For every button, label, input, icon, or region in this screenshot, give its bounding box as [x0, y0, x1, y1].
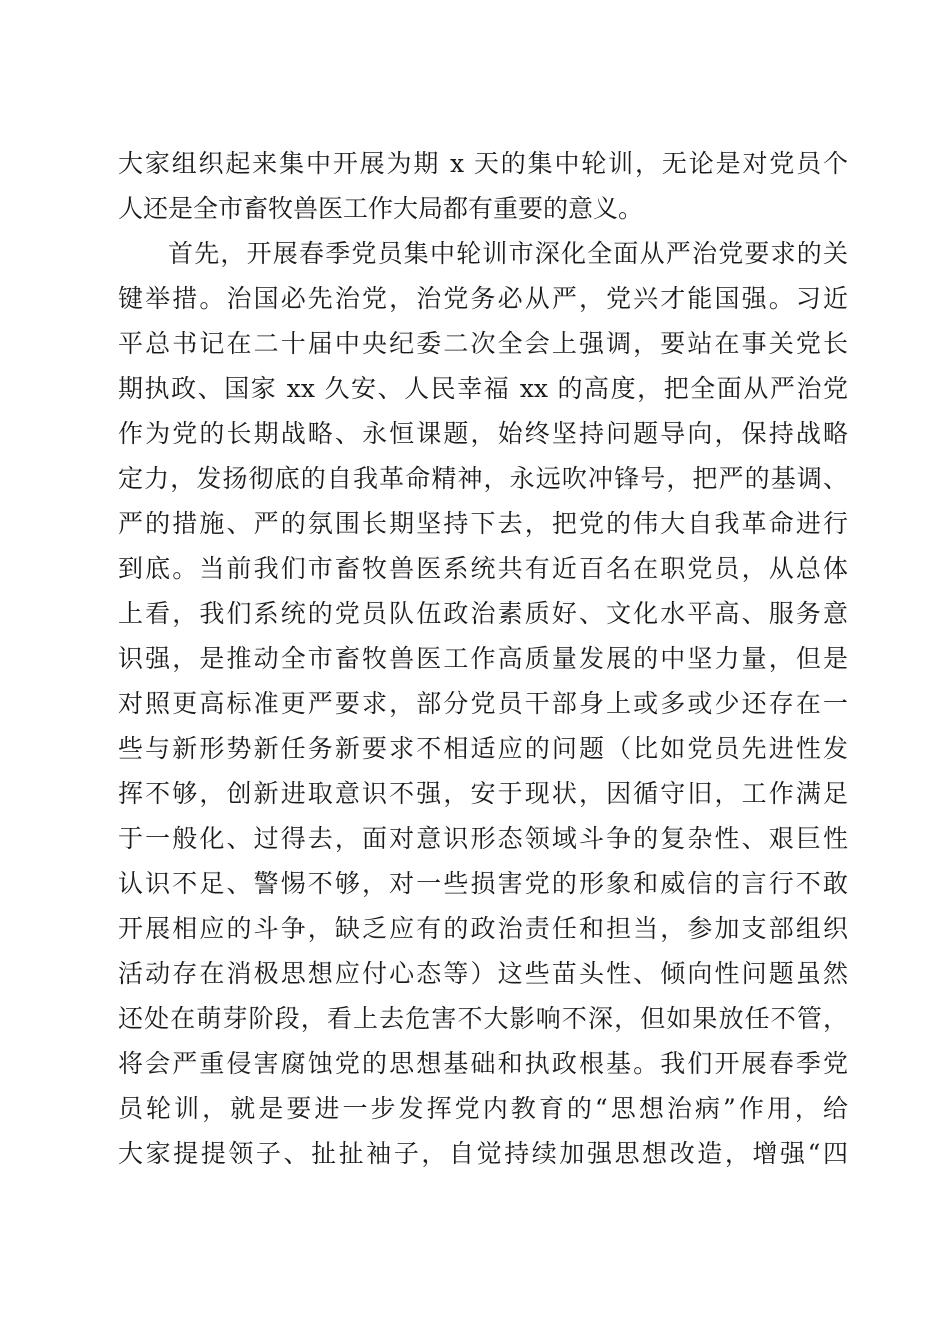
text-line: 到底。当前我们市畜牧兽医系统共有近百名在职党员，从总体 [118, 554, 848, 583]
text-line: 识强，是推动全市畜牧兽医工作高质量发展的中坚力量，但是 [118, 644, 848, 673]
text-line: 大家组织起来集中开展为期 x 天的集中轮训，无论是对党员个 [118, 149, 848, 178]
text-line: 还处在萌芽阶段，看上去危害不大影响不深，但如果放任不管， [118, 1004, 848, 1033]
text-line: 些与新形势新任务新要求不相适应的问题（比如党员先进性发 [118, 734, 848, 763]
text-line: 作为党的长期战略、永恒课题，始终坚持问题导向，保持战略 [118, 419, 848, 448]
text-line: 平总书记在二十届中央纪委二次全会上强调，要站在事关党长 [118, 329, 848, 358]
text-line: 于一般化、过得去，面对意识形态领域斗争的复杂性、艰巨性 [118, 824, 848, 853]
text-line: 大家提提领子、扯扯袖子，自觉持续加强思想改造，增强“四 [118, 1139, 848, 1168]
text-line: 开展相应的斗争，缺乏应有的政治责任和担当，参加支部组织 [118, 914, 848, 943]
text-line: 对照更高标准更严要求，部分党员干部身上或多或少还存在一 [118, 689, 848, 718]
text-line: 键举措。治国必先治党，治党务必从严，党兴才能国强。习近 [118, 284, 848, 313]
text-line: 严的措施、严的氛围长期坚持下去，把党的伟大自我革命进行 [118, 509, 848, 538]
body-text [118, 141, 848, 1176]
text-line: 期执政、国家 xx 久安、人民幸福 xx 的高度，把全面从严治党 [118, 374, 848, 403]
text-line: 定力，发扬彻底的自我革命精神，永远吹冲锋号，把严的基调、 [118, 464, 848, 493]
text-line: 员轮训，就是要进一步发挥党内教育的“思想治病”作用，给 [118, 1094, 848, 1123]
paragraph-first-line: 首先，开展春季党员集中轮训市深化全面从严治党要求的关 [168, 239, 848, 268]
text-line: 活动存在消极思想应付心态等）这些苗头性、倾向性问题虽然 [118, 959, 848, 988]
text-line: 人还是全市畜牧兽医工作大局都有重要的意义。 [118, 194, 644, 223]
text-line: 认识不足、警惕不够，对一些损害党的形象和威信的言行不敢 [118, 869, 848, 898]
text-line: 上看，我们系统的党员队伍政治素质好、文化水平高、服务意 [118, 599, 848, 628]
text-line: 将会严重侵害腐蚀党的思想基础和执政根基。我们开展春季党 [118, 1049, 848, 1078]
text-line: 挥不够，创新进取意识不强，安于现状，因循守旧，工作满足 [118, 779, 848, 808]
